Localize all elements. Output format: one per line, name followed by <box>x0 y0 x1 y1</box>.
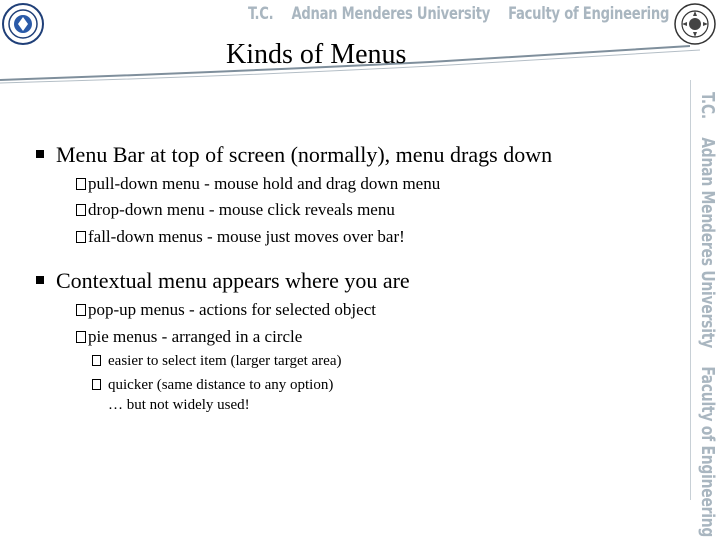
box-bullet-icon <box>92 355 101 366</box>
sub-bullet-text: fall-down menus - mouse just moves over bar! <box>88 227 405 246</box>
sub-bullet-pie-menus <box>76 327 302 347</box>
banner-university: Adnan Menderes University <box>291 4 491 24</box>
side-banner-university: Adnan Menderes University <box>697 137 718 348</box>
side-divider <box>690 80 691 500</box>
sub-bullet-text: pie menus - arranged in a circle <box>88 327 303 346</box>
box-bullet-icon <box>76 204 86 216</box>
box-bullet-icon <box>76 331 86 343</box>
note-not-widely-used: … but not widely used! <box>108 397 250 413</box>
sub-sub-bullet-text: quicker (same distance to any option) <box>108 377 334 393</box>
banner-faculty: Faculty of Engineering <box>508 4 670 24</box>
engineering-seal-logo <box>674 3 716 45</box>
slide-title: Kinds of Menus <box>226 39 407 70</box>
sub-bullet-fall-down <box>76 227 405 247</box>
sub-bullet-pull-down <box>76 174 440 194</box>
bullet-menu-bar <box>36 142 552 168</box>
box-bullet-icon <box>76 304 86 316</box>
banner-tc: T.C. <box>248 4 274 24</box>
university-seal-logo <box>2 3 44 45</box>
sub-bullet-text: drop-down menu - mouse click reveals menu <box>88 200 395 219</box>
sub-sub-bullet-easier <box>92 352 341 370</box>
sub-bullet-text: pop-up menus - actions for selected object <box>88 300 376 319</box>
square-bullet-icon <box>36 276 44 284</box>
box-bullet-icon <box>76 231 86 243</box>
sub-bullet-text: pull-down menu - mouse hold and drag down menu <box>88 174 441 193</box>
side-banner-faculty: Faculty of Engineering <box>697 366 718 538</box>
box-bullet-icon <box>92 379 101 390</box>
bullet-contextual-menu <box>36 268 410 294</box>
box-bullet-icon <box>76 178 86 190</box>
square-bullet-icon <box>36 150 44 158</box>
bullet-text: Contextual menu appears where you are <box>56 268 410 293</box>
side-banner-tc: T.C. <box>697 92 718 119</box>
sub-bullet-drop-down <box>76 200 395 220</box>
sub-sub-bullet-text: easier to select item (larger target area) <box>108 353 342 369</box>
bullet-text: Menu Bar at top of screen (normally), menu drags down <box>56 142 553 167</box>
institution-banner <box>248 4 670 30</box>
sub-sub-bullet-quicker <box>92 376 333 394</box>
side-institution-banner <box>697 92 718 551</box>
sub-bullet-pop-up <box>76 300 376 320</box>
